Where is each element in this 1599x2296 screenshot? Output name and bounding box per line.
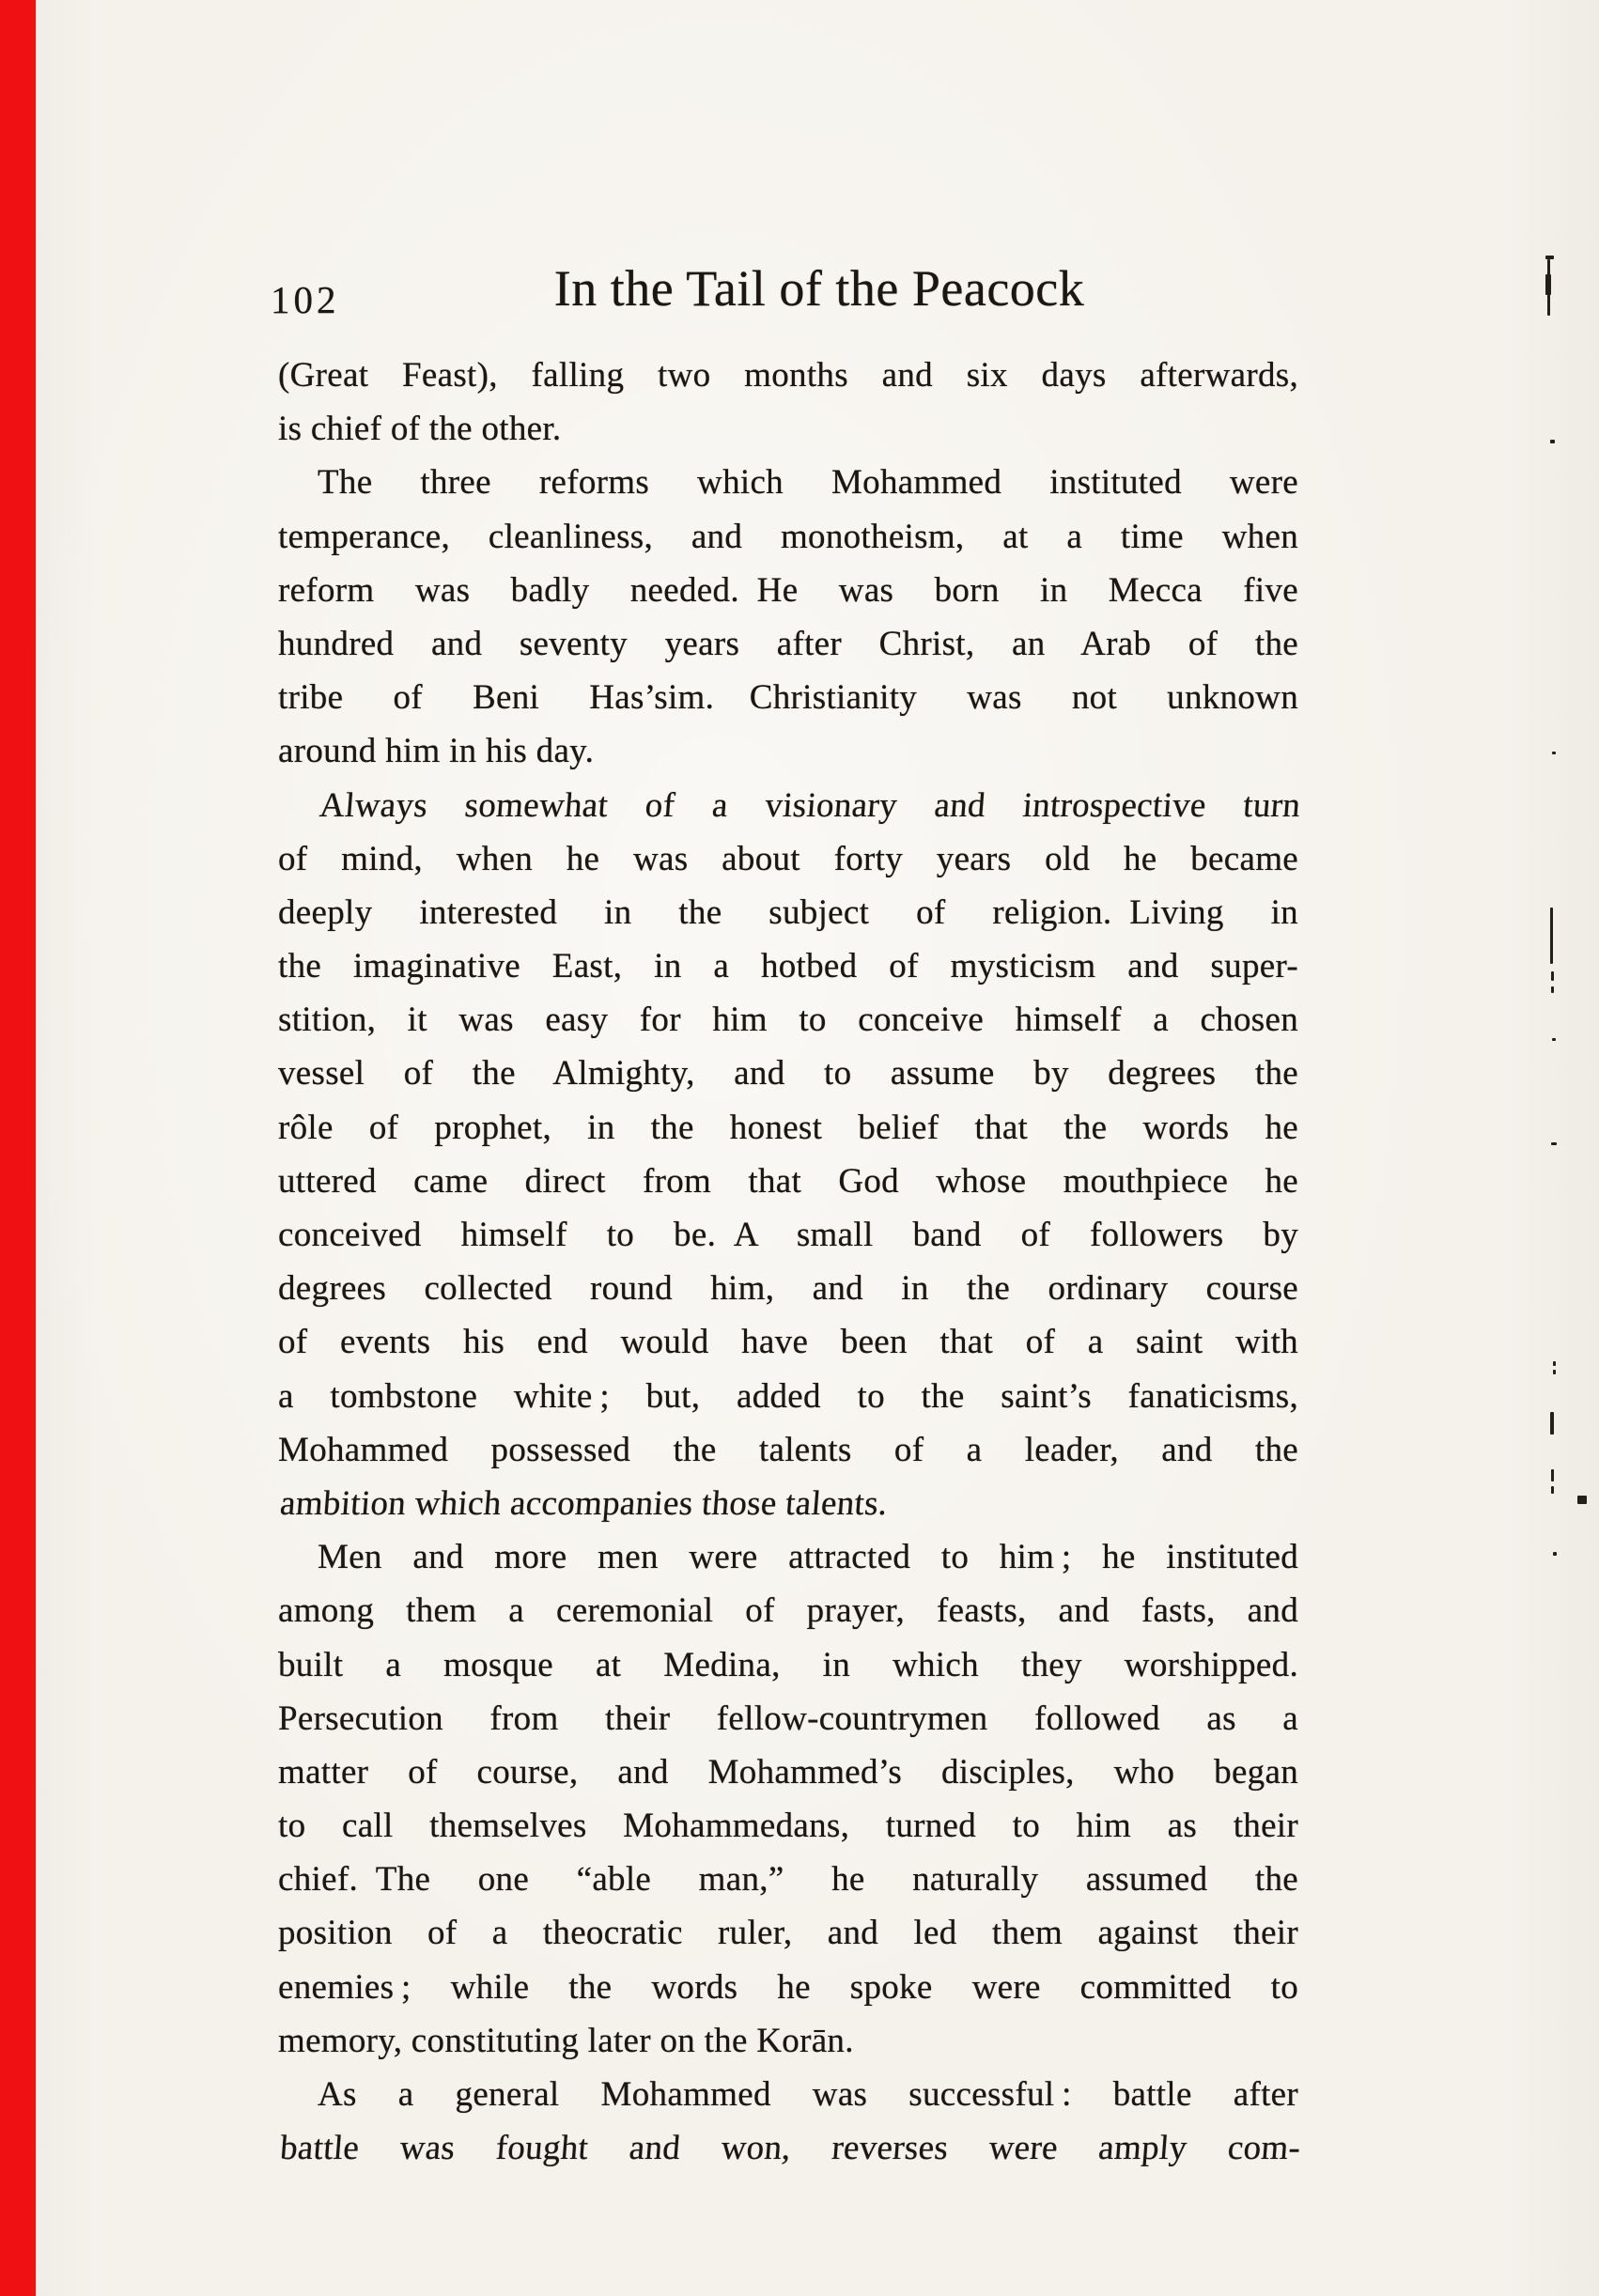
scan-speck [1550, 1412, 1554, 1435]
scan-speck [1551, 986, 1554, 993]
text-line: around him in his day. [278, 732, 595, 771]
text-line: Mohammed possessed the talents of a leader, and the [278, 1430, 1298, 1469]
scan-speck [1577, 1496, 1587, 1504]
paragraph [278, 1530, 1298, 2068]
text-line: deeply interested in the subject of religion. Living in [278, 892, 1298, 932]
paragraph [278, 456, 1298, 778]
text-line: uttered came direct from that God whose mouthpiece he [278, 1161, 1298, 1201]
scan-speck [1552, 1038, 1556, 1041]
text-line: tribe of Beni Has’sim. Christianity was not unknown [278, 678, 1298, 718]
scan-speck [1553, 1370, 1556, 1374]
text-block [278, 349, 1302, 2175]
text-line: degrees collected round him, and in the ordinary course [278, 1269, 1298, 1309]
scan-speck [1545, 274, 1551, 295]
scan-speck [1551, 971, 1554, 981]
text-line: Always somewhat of a visionary and introspective turn [318, 785, 1302, 825]
text-line: of events his end would have been that of a saint with [278, 1323, 1298, 1362]
running-title: In the Tail of the Peacock [553, 260, 1085, 317]
text-line: memory, constituting later on the Korān. [278, 2021, 854, 2060]
text-line: temperance, cleanliness, and monotheism, at a time when [278, 517, 1298, 556]
text-line: position of a theocratic ruler, and led them against their [278, 1914, 1298, 1953]
text-line: is chief of the other. [278, 410, 562, 449]
text-line: the imaginative East, in a hotbed of mysticism and super- [278, 947, 1298, 986]
text-line: stition, it was easy for him to conceive himself a chosen [278, 1001, 1298, 1040]
text-line: ambition which accompanies those talents. [278, 1483, 890, 1523]
text-line: enemies ; while the words he spoke were committed to [278, 1967, 1298, 2007]
text-line: rôle of prophet, in the honest belief that the words he [278, 1108, 1298, 1147]
scan-speck [1553, 1361, 1556, 1366]
text-line: reform was badly needed. He was born in Mecca five [278, 570, 1298, 610]
text-line: built a mosque at Medina, in which they worshipped. [278, 1645, 1298, 1684]
scan-speck [1551, 1469, 1554, 1482]
text-line: (Great Feast), falling two months and six days afterwards, [278, 356, 1298, 395]
text-line: conceived himself to be. A small band of followers by [278, 1216, 1298, 1254]
scan-speck [1551, 1142, 1557, 1145]
scan-speck [1553, 1552, 1557, 1556]
scan-speck [1550, 908, 1553, 964]
text-line: hundred and seventy years after Christ, an Arab of the [278, 624, 1298, 663]
paragraph [278, 349, 1298, 456]
text-line: matter of course, and Mohammed’s disciples, who began [278, 1752, 1298, 1792]
book-edge-stripe [0, 0, 36, 2296]
text-line: Persecution from their fellow-countrymen followed as a [278, 1699, 1298, 1738]
text-line: The three reforms which Mohammed instituted were [318, 463, 1298, 503]
text-line: battle was fought and won, reverses were amply com- [278, 2129, 1302, 2168]
text-line: As a general Mohammed was successful : battle after [318, 2075, 1298, 2114]
text-line: to call themselves Mohammedans, turned to him as their [278, 1807, 1298, 1846]
text-line: among them a ceremonial of prayer, feasts, and fasts, and [278, 1591, 1298, 1631]
scan-speck [1551, 1486, 1554, 1494]
text-line: of mind, when he was about forty years old he became [278, 839, 1298, 878]
paragraph [278, 2068, 1302, 2175]
scan-speck [1552, 752, 1556, 754]
paragraph [278, 779, 1302, 1531]
text-line: a tombstone white ; but, added to the saint’s fanaticisms, [278, 1376, 1298, 1416]
text-line: chief. The one “able man,” he naturally assumed the [278, 1860, 1298, 1900]
text-line: Men and more men were attracted to him ; he instituted [318, 1538, 1298, 1577]
page-number: 102 [271, 278, 340, 321]
text-line: vessel of the Almighty, and to assume by degrees the [278, 1054, 1298, 1094]
scan-speck [1550, 440, 1555, 443]
